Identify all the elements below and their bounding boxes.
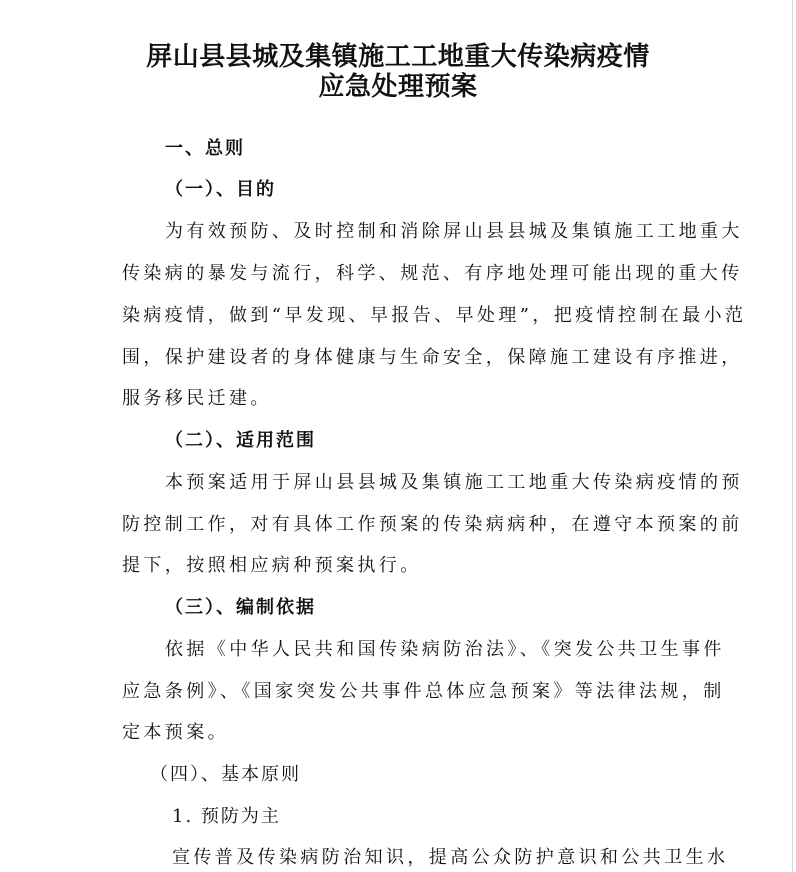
document-title-line-2: 应急处理预案 <box>318 72 478 102</box>
subsection-heading-scope: （二）、适用范围 <box>165 430 316 451</box>
paragraph-line: 提下，按照相应病种预案执行。 <box>122 555 422 576</box>
document-title-line-1: 屏山县县城及集镇施工工地重大传染病疫情 <box>146 42 650 72</box>
paragraph-line: 染病疫情，做到“早发现、早报告、早处理”，把疫情控制在最小范 <box>122 305 747 326</box>
paragraph-line: 依据《中华人民共和国传染病防治法》、《突发公共卫生事件 <box>165 639 725 660</box>
paragraph-line: 定本预案。 <box>122 722 229 743</box>
subsection-heading-principles: （四）、基本原则 <box>150 764 301 785</box>
page-edge-line <box>792 0 793 872</box>
subsection-heading-purpose: （一）、目的 <box>165 179 276 200</box>
paragraph-line: 围，保护建设者的身体健康与生命安全，保障施工建设有序推进， <box>122 347 743 368</box>
subsection-heading-basis: （三）、编制依据 <box>165 597 316 618</box>
paragraph-line: 本预案适用于屏山县县城及集镇施工工地重大传染病疫情的预 <box>165 472 743 493</box>
paragraph-line: 传染病的暴发与流行，科学、规范、有序地处理可能出现的重大传 <box>122 263 743 284</box>
paragraph-line: 为有效预防、及时控制和消除屏山县县城及集镇施工工地重大 <box>165 221 743 242</box>
item-heading-prevention: 1. 预防为主 <box>172 806 281 827</box>
paragraph-line: 服务移民迁建。 <box>122 388 272 409</box>
paragraph-line: 应急条例》、《国家突发公共事件总体应急预案》等法律法规，制 <box>122 681 725 702</box>
paragraph-line: 宣传普及传染病防治知识，提高公众防护意识和公共卫生水 <box>172 847 729 868</box>
paragraph-line: 防控制工作，对有具体工作预案的传染病病种，在遵守本预案的前 <box>122 514 743 535</box>
section-heading-general: 一、总则 <box>165 138 245 159</box>
